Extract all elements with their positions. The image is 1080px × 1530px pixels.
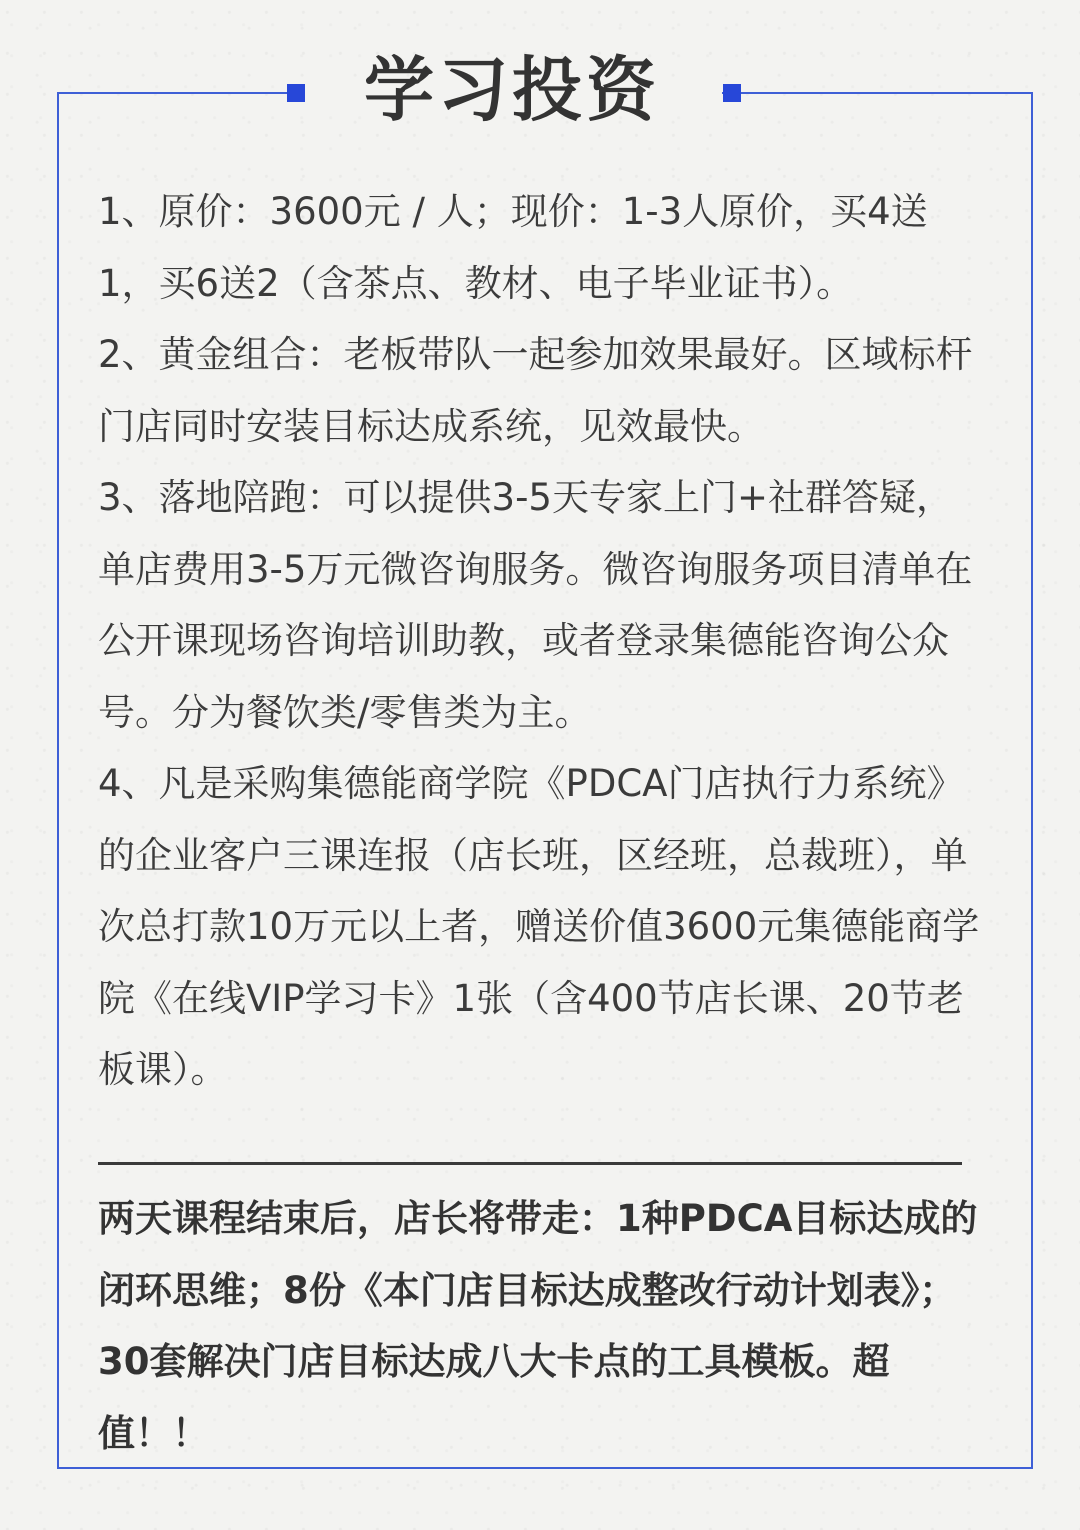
right-accent-square: [723, 84, 741, 102]
term-item-price: 1、原价：3600元 / 人；现价：1-3人原价，买4送1，买6送2（含茶点、教材、电子毕业证书）。: [98, 190, 928, 305]
term-item-bonus: 4、凡是采购集德能商学院《PDCA门店执行力系统》的企业客户三课连报（店长班，区经班，总裁班），单次总打款10万元以上者，赠送价值3600元集德能商学院《在线VIP学习卡》1张（含400节店长课、20节老板课）。: [98, 762, 980, 1091]
page-title: 学习投资: [364, 49, 660, 131]
course-takeaway-summary: 两天课程结束后，店长将带走：1种PDCA目标达成的闭环思维；8份《本门店目标达成整改行动计划表》；30套解决门店目标达成八大卡点的工具模板。超值！！: [98, 1197, 978, 1455]
term-item-onsite-coaching: 3、落地陪跑：可以提供3-5天专家上门+社群答疑，单店费用3-5万元微咨询服务。微咨询服务项目清单在公开课现场咨询培训助教，或者登录集德能咨询公众号。分为餐饮类/零售类为主。: [98, 476, 973, 734]
term-item-golden-combo: 2、黄金组合：老板带队一起参加效果最好。区域标杆门店同时安装目标达成系统，见效最快。: [98, 333, 973, 448]
divider: [98, 1162, 962, 1165]
investment-terms: [98, 176, 988, 1106]
